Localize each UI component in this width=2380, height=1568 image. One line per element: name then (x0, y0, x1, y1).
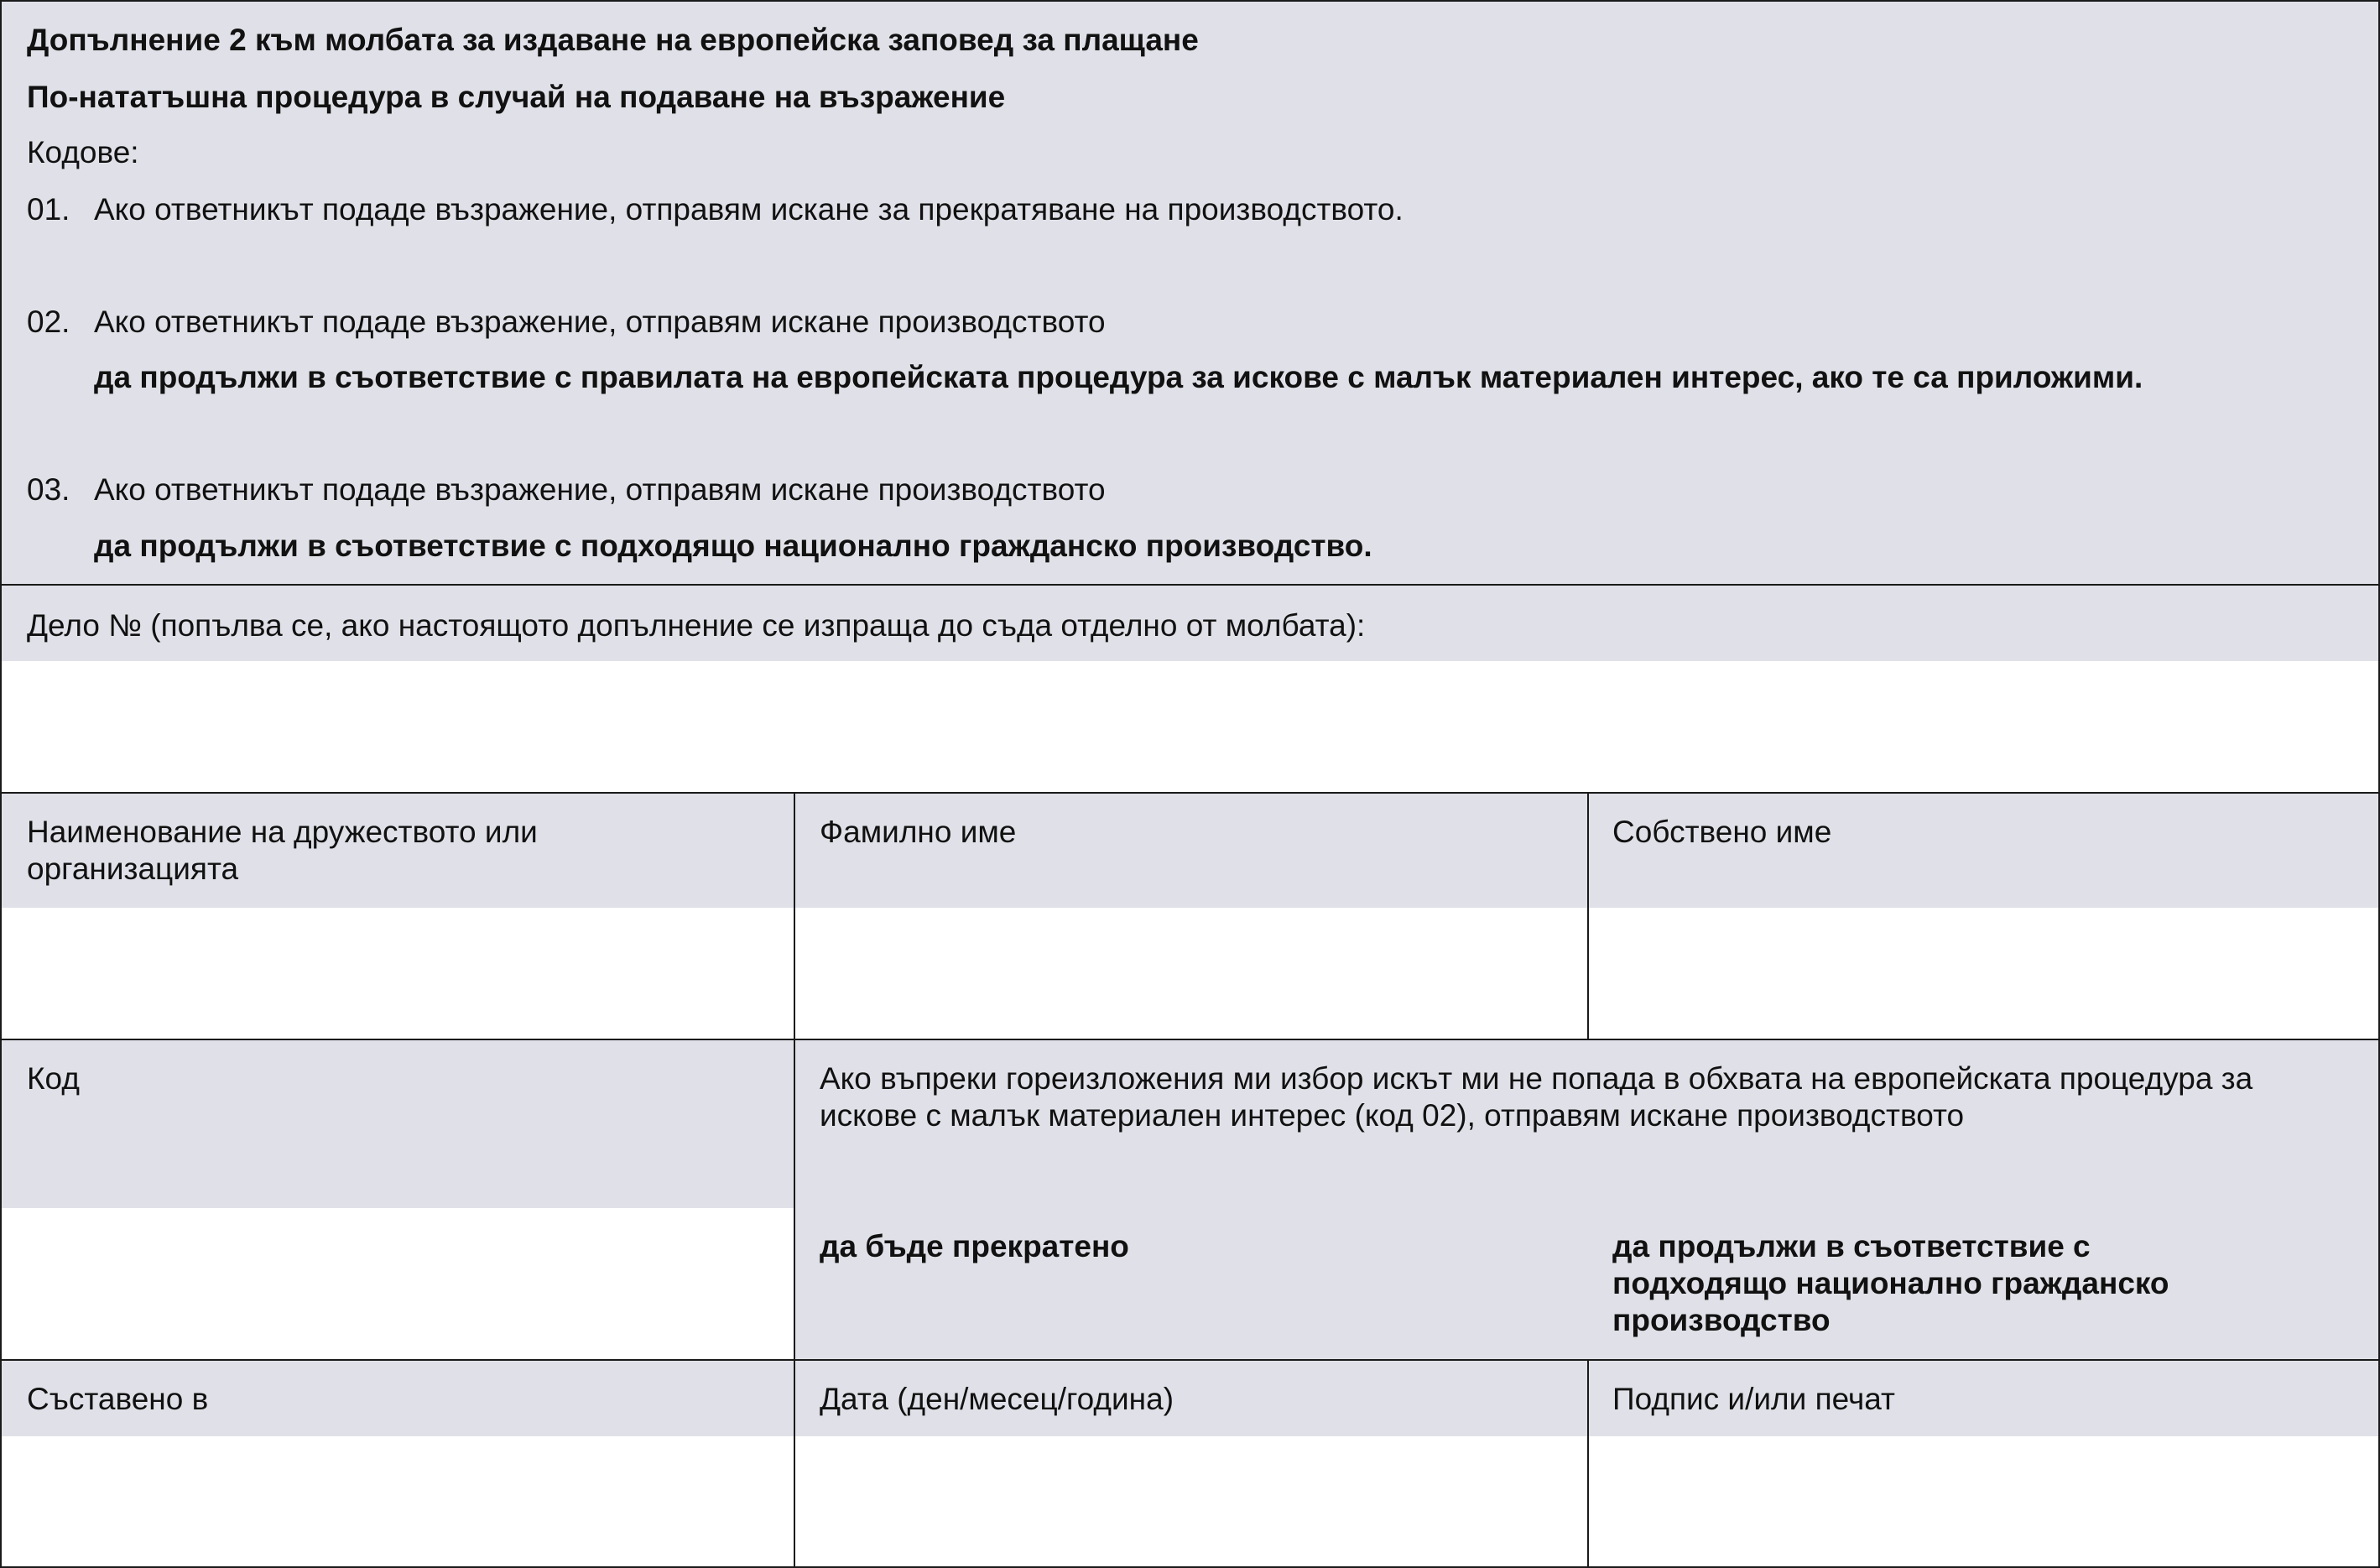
column-divider (1587, 794, 1589, 1039)
form-title: Допълнение 2 към молбата за издаване на европейска заповед за плащане (27, 23, 1199, 57)
signature-field[interactable] (1589, 1436, 2378, 1566)
signature-label: Подпис и/или печат (1612, 1382, 1895, 1416)
code-03-continuation: да продължи в съответствие с подходящо национално гражданско производство. (94, 529, 1372, 563)
column-divider (794, 1040, 795, 1359)
column-divider (794, 794, 795, 1039)
organisation-name-label: Наименование на дружеството или организацията (27, 815, 538, 886)
place-field[interactable] (2, 1436, 794, 1566)
form-subtitle: По-нататъшна процедура в случай на подаване на възражение (27, 80, 1006, 114)
code-label-band (2, 1040, 794, 1208)
codes-label: Кодове: (27, 135, 139, 169)
case-number-label: Дело № (попълва се, ако настоящото допълнение се изпраща до съда отделно от молбата): (27, 608, 1366, 643)
option-terminate-proceedings: да бъде прекратено (820, 1229, 1129, 1263)
code-01-text: Ако ответникът подаде възражение, отправям искане за прекратяване на производството. (94, 192, 1404, 227)
column-divider (794, 1361, 795, 1566)
code-02-continuation: да продължи в съответствие с правилата на европейската процедура за искове с малък материален интерес, ако те са приложими. (94, 360, 2143, 394)
first-name-label: Собствено име (1612, 815, 1832, 849)
code-02-text: Ако ответникът подаде възражение, отправям искане производството (94, 305, 1106, 339)
code-03-text: Ако ответникът подаде възражение, отправям искане производството (94, 472, 1106, 507)
column-divider (1587, 1361, 1589, 1566)
code-label: Код (27, 1061, 80, 1096)
date-field[interactable] (795, 1436, 1587, 1566)
surname-field[interactable] (795, 908, 1587, 1039)
case-number-field[interactable] (2, 661, 2378, 792)
code-01-number: 01. (27, 192, 70, 227)
option-continue-national-proceedings: да продължи в съответствие с подходящо национално гражданско производство (1612, 1229, 2169, 1337)
fallback-instruction: Ако въпреки гореизложения ми избор искът ми не попада в обхвата на европейската процедура за искове с малък материален интерес (код 02), отправям искане производството (820, 1061, 2253, 1133)
code-02-number: 02. (27, 305, 70, 339)
date-label: Дата (ден/месец/година) (820, 1382, 1174, 1416)
first-name-field[interactable] (1589, 908, 2378, 1039)
signature-label-band (2, 1361, 2378, 1436)
surname-label: Фамилно име (820, 815, 1017, 849)
code-03-number: 03. (27, 472, 70, 507)
code-field[interactable] (2, 1208, 794, 1359)
organisation-name-field[interactable] (2, 908, 794, 1039)
place-label: Съставено в (27, 1382, 209, 1416)
